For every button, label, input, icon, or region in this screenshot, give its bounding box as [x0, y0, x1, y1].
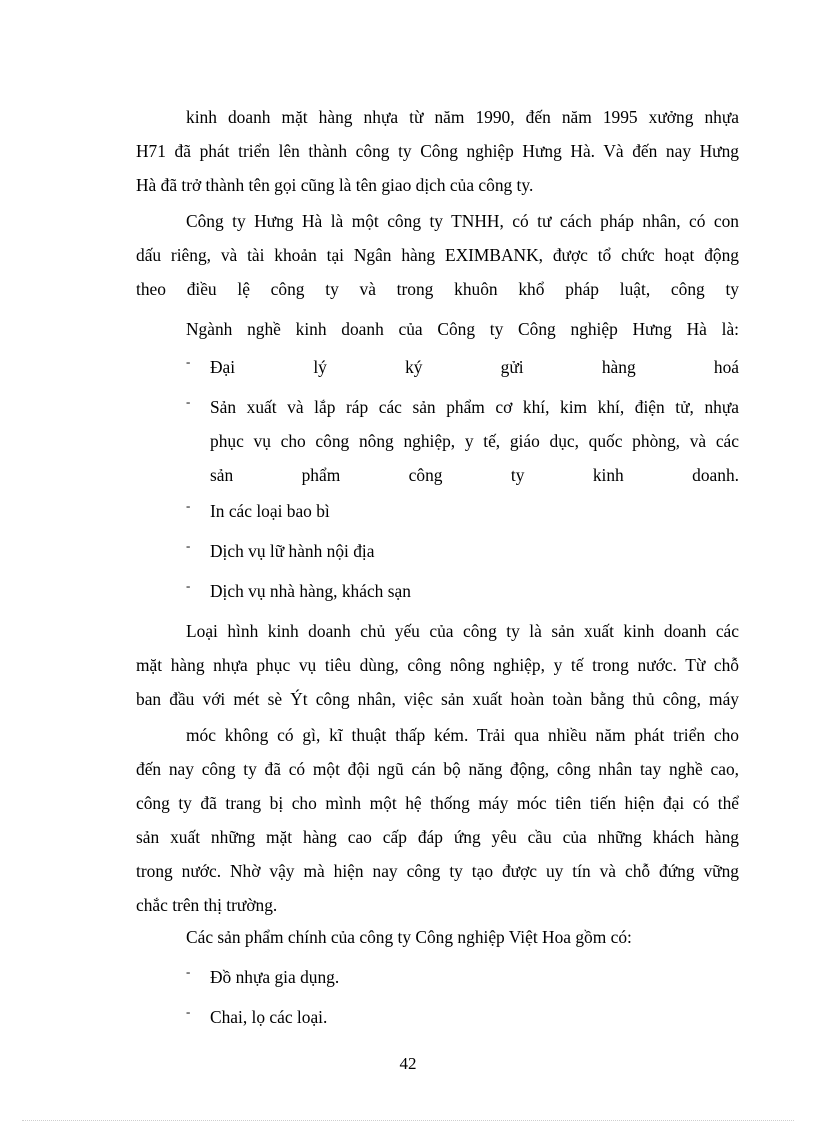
products-heading: [136, 920, 739, 954]
page-number: 42: [399, 1054, 417, 1073]
text-line: Công ty Hưng Hà là một công ty TNHH, có tư cách pháp nhân, có con: [186, 211, 739, 231]
list-item-text: Dịch vụ lữ hành nội địa: [210, 541, 375, 561]
list-item: [136, 534, 739, 568]
business-lines-heading: [136, 312, 739, 346]
text-line: công ty đã trang bị cho mình một hệ thống máy móc tiên tiến hiện đại có thể: [136, 793, 739, 813]
list-item-text: In các loại bao bì: [210, 501, 330, 521]
list-item: [136, 574, 739, 608]
text-line: chắc trên thị trường.: [136, 895, 278, 915]
bullet-marker: -: [186, 354, 191, 369]
text-line: H71 đã phát triển lên thành công ty Công nghiệp Hưng Hà. Và đến nay Hưng: [136, 141, 739, 161]
company-paragraph: [136, 204, 739, 306]
list-item: [136, 1000, 739, 1034]
bullet-marker: -: [186, 578, 191, 593]
list-item: [136, 350, 739, 384]
list-item-text: Đại lý ký gửi hàng hoá: [210, 357, 739, 377]
list-item: [136, 390, 739, 492]
text-line: Ngành nghề kinh doanh của Công ty Công nghiệp Hưng Hà là:: [186, 319, 739, 339]
bullet-marker: -: [186, 394, 191, 409]
text-line: Hà đã trở thành tên gọi cũng là tên giao dịch của công ty.: [136, 175, 534, 195]
text-line: dấu riêng, và tài khoản tại Ngân hàng EXIMBANK, được tổ chức hoạt động: [136, 245, 739, 265]
text-line: kinh doanh mặt hàng nhựa từ năm 1990, đến năm 1995 xưởng nhựa: [186, 107, 739, 127]
text-line: theo điều lệ công ty và trong khuôn khổ pháp luật, công ty: [136, 279, 739, 299]
intro-paragraph: [136, 100, 739, 202]
development-paragraph: [136, 718, 739, 922]
bullet-marker: -: [186, 498, 191, 513]
text-line: móc không có gì, kĩ thuật thấp kém. Trải qua nhiều năm phát triển cho: [186, 725, 739, 745]
text-line: trong nước. Nhờ vậy mà hiện nay công ty tạo được uy tín và chỗ đứng vững: [136, 861, 739, 881]
footer-divider: [22, 1120, 794, 1121]
list-item-text: sản phẩm công ty kinh doanh.: [210, 465, 739, 485]
list-item-text: phục vụ cho công nông nghiệp, y tế, giáo dục, quốc phòng, và các: [210, 431, 739, 451]
text-line: đến nay công ty đã có một đội ngũ cán bộ năng động, công nhân tay nghề cao,: [136, 759, 739, 779]
bullet-marker: -: [186, 1004, 191, 1019]
text-line: Loại hình kinh doanh chủ yếu của công ty là sản xuất kinh doanh các: [186, 621, 739, 641]
bullet-marker: -: [186, 538, 191, 553]
text-line: sản xuất những mặt hàng cao cấp đáp ứng yêu cầu của những khách hàng: [136, 827, 739, 847]
text-line: mặt hàng nhựa phục vụ tiêu dùng, công nông nghiệp, y tế trong nước. Từ chỗ: [136, 655, 739, 675]
list-item-text: Đồ nhựa gia dụng.: [210, 967, 340, 987]
list-item: [136, 494, 739, 528]
business-type-paragraph: [136, 614, 739, 716]
list-item-text: Sản xuất và lắp ráp các sản phẩm cơ khí, kim khí, điện tử, nhựa: [210, 397, 739, 417]
text-line: ban đầu với mét sè Ýt công nhân, việc sản xuất hoàn toàn bằng thủ công, máy: [136, 689, 739, 709]
list-item: [136, 960, 739, 994]
list-item-text: Chai, lọ các loại.: [210, 1007, 328, 1027]
text-line: Các sản phẩm chính của công ty Công nghiệp Việt Hoa gồm có:: [186, 927, 632, 947]
bullet-marker: -: [186, 964, 191, 979]
list-item-text: Dịch vụ nhà hàng, khách sạn: [210, 581, 411, 601]
